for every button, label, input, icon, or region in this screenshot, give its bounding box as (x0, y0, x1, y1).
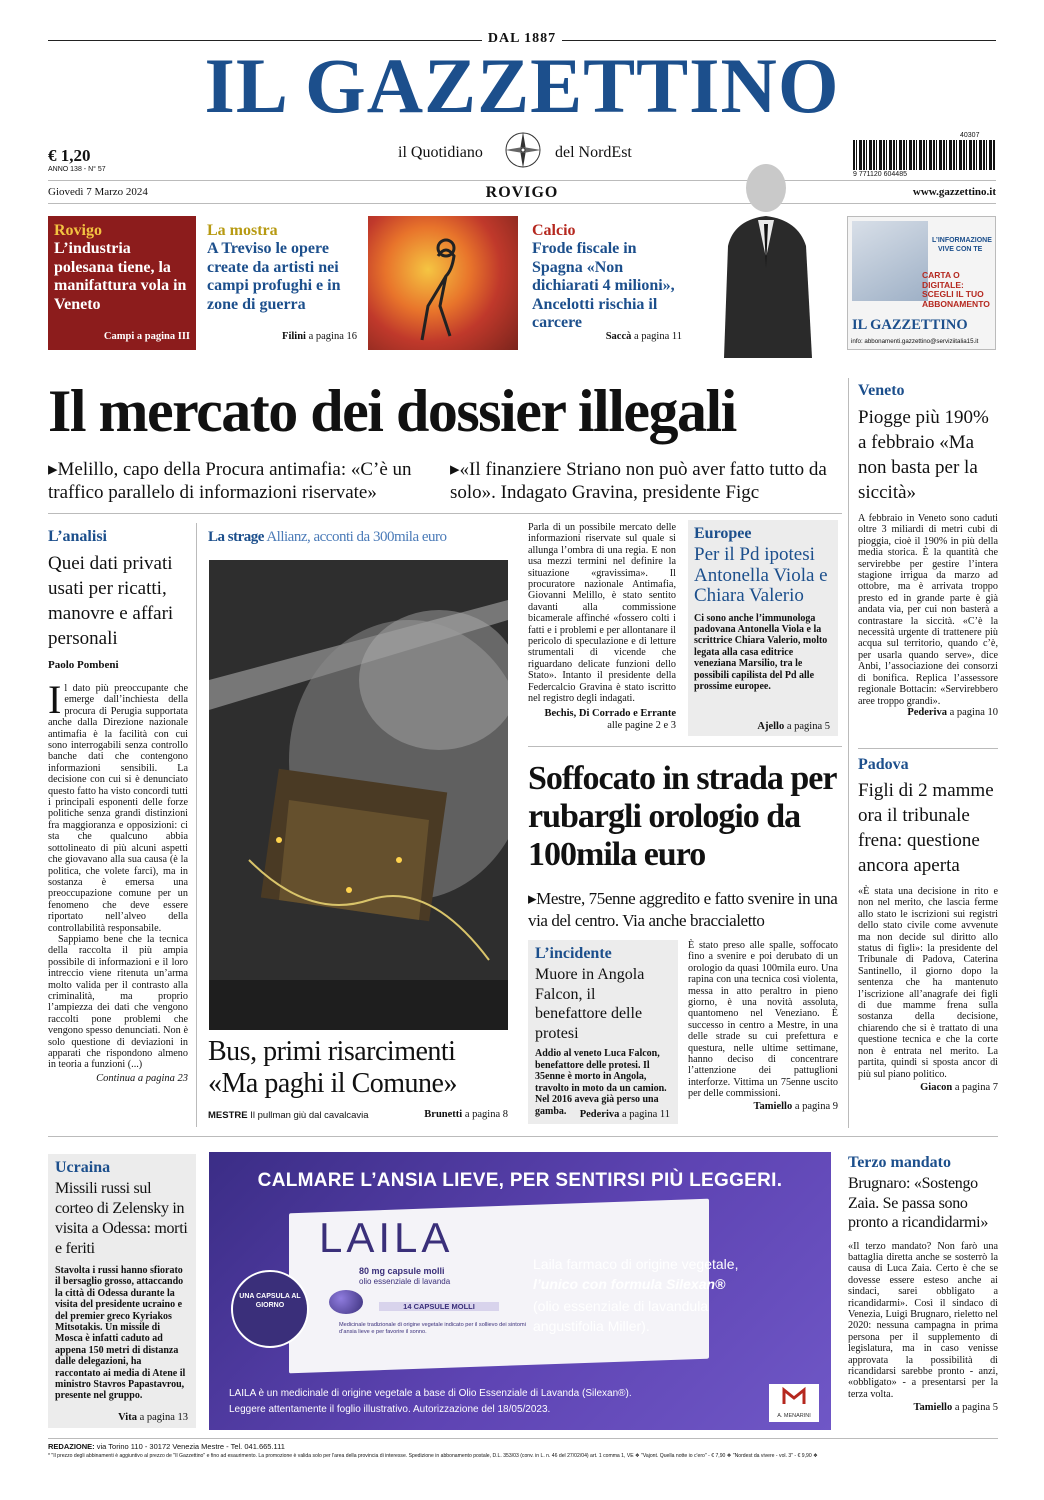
ad-brand: LAILA (319, 1214, 454, 1261)
incidente-title: Muore in Angola Falcon, il benefattore delle protesi (535, 966, 645, 1042)
ucraina-credit-page: a pagina 13 (139, 1412, 188, 1423)
barcode-number-bottom: 9 771120 604485 (853, 171, 907, 178)
bus-fire-photo (209, 560, 508, 1030)
incidente-credit-page: a pagina 11 (621, 1109, 670, 1120)
ad-badge (231, 1270, 309, 1348)
ad-maker-logo (769, 1384, 819, 1422)
incidente-credit-name: Pederiva (579, 1109, 620, 1120)
padova-credit-page: a pagina 7 (954, 1081, 998, 1093)
analysis-title: Quei dati privati usati per ricatti, manovre e affari personali (48, 553, 174, 649)
soffocato-credit-name: Tamiello (753, 1100, 793, 1112)
ancelotti-photo (700, 158, 836, 362)
ucraina-box[interactable] (48, 1154, 196, 1428)
strage-caption: Il pullman giù dal cavalcavia (250, 1110, 369, 1121)
europee-kicker: Europee (694, 525, 752, 542)
lead-subhead-2: ▸«Il finanziere Striano non può aver fatto tutto da solo». Indagato Gravina, presidente Figc (450, 459, 827, 503)
soffocato-subhead: ▸Mestre, 75enne aggredito e fatto svenire in una via del centro. Via anche braccialetto (528, 889, 838, 930)
ad-text-1: Laila farmaco di origine vegetale, (533, 1256, 739, 1272)
teaser-kicker: La mostra (207, 222, 278, 239)
ad-maker: A. MENARINI (777, 1413, 811, 1419)
footer-label: REDAZIONE: (48, 1442, 95, 1451)
strage-caption-place: MESTRE (208, 1110, 248, 1121)
europee-credit-name: Ajello (757, 721, 785, 732)
teaser-kicker: Rovigo (54, 222, 102, 239)
promo-brand: IL GAZZETTINO (852, 317, 968, 333)
tagline-left: il Quotidiano (398, 144, 483, 161)
soffocato-credit-page: a pagina 9 (794, 1100, 838, 1112)
teaser-credit: Campi a pagina III (103, 331, 190, 342)
footer-fine-print: * "Il prezzo degli abbinamenti è aggiuntivo al prezzo de "Il Gazzettino" e fino ad esaurimento. La promozione è valida solo per l'area della provincia di interesse. Spedizione in abbonamento postale, D.L. 353/03 (conv. in L. n. 46 del 27/02/04) art. 1 comma 1, VE ❖ "Vajont. Quella notte io c'ero" - € 7,90 ❖ "Nordest da vivere - vol. 3" - € 9,90 ❖ (48, 1453, 818, 1459)
strage-credit-name: Brunetti (424, 1109, 463, 1120)
since-label: DAL 1887 (487, 31, 557, 46)
analysis-body-1: l dato più preoccupante che emerge dall’inchiesta della procura di Perugia supportata anche dalla Direzione nazionale antimafia è la facilità con cui sono interrogabili senza controllo banche dati che contengono informazioni sensibili. La decisione con cui si è denunciato questo fatto ha visto concordi tutti i principali esponenti delle forze politiche senza grandi distinzioni fra maggioranza e opposizioni: ci sta che qualcuno abbia sottolineato di più alcuni aspetti che giovavano alla sua causa (è la politica, che volete farci), ma in sostanza è emersa una preoccupazione comune per un fenomeno che deve essere riportato nell’alveo della controllabilità responsabile. (48, 683, 188, 934)
teaser-credit-page: a pagina 11 (633, 331, 682, 342)
compass-rose-icon (503, 130, 543, 170)
ad-oil: olio essenziale di lavanda (359, 1277, 451, 1286)
promo-offer: CARTA O DIGITALE: SCEGLI IL TUO ABBONAMENTO (922, 270, 990, 309)
strage-kicker: La strage (208, 529, 264, 545)
veneto-column (858, 382, 998, 718)
issue-date: Giovedì 7 Marzo 2024 (48, 186, 148, 198)
analysis-kicker: L’analisi (48, 528, 107, 545)
ad-headline: CALMARE L’ANSIA LIEVE, PER SENTIRSI PIÙ LEGGERI. (257, 1170, 783, 1191)
website[interactable]: www.gazzettino.it (912, 186, 996, 198)
europee-title: Per il Pd ipotesi Antonella Viola e Chiara Valerio (694, 544, 828, 606)
terzo-mandato-column (848, 1154, 998, 1413)
barcode (853, 140, 996, 170)
ad-badge-text: UNA CAPSULA AL GIORNO (239, 1293, 301, 1309)
analysis-body-2: Sappiamo bene che la tecnica della raccolta il più ampia possibile di informazioni e il loro intreccio viene ritenuta un’arma molto valida per il contrasto alla criminalità, ma proprio l’ampiezza dei dati che vengono raccolti pone problemi che vengono spesso denunciati. Non è solo questione di deviazioni in apparati che rispondono almeno in teoria a funzioni (...) (48, 933, 188, 1071)
teaser-title: Frode fiscale in Spagna «Non dichiarati 4 milioni», Ancelotti rischia il carcere (532, 240, 675, 331)
ad-pack-note: Medicinale tradizionale di origine vegetale indicato per il sollievo dei sintomi d’ansia lieve e per favorire il sonno. (339, 1322, 526, 1335)
subscription-promo[interactable] (847, 216, 996, 350)
analysis-author: Paolo Pombeni (48, 659, 119, 671)
teaser-title: L’industria polesana tiene, la manifattura vola in Veneto (54, 240, 187, 313)
lead-body: Parla di un possibile mercato delle informazioni riservate sul quale si allunga l’ombra di una regia. E non usa mezzi termini nel definire la situazione «gravissima». Il procuratore nazionale Antimafia, Giovanni Melillo, è stato sentito davanti alla commissione bicamerale affinché «fossero colti i fatti e i problemi e per allontanare il pericolo di speculazione e di letture strumentali di vicende che riguardano delicate funzioni dello Stato». Intanto il presidente della Federcalcio Gravina è stato iscritto nel registro degli indagati. (528, 522, 676, 705)
lead-credit-page: alle pagine 2 e 3 (607, 719, 676, 731)
strage-credit-page: a pagina 8 (464, 1109, 508, 1120)
ad-disclaimer-2: Leggere attentamente il foglio illustrativo. Autorizzazione del 18/05/2023. (229, 1404, 551, 1415)
veneto-credit-name: Pederiva (907, 706, 947, 718)
europee-credit-page: a pagina 5 (786, 721, 830, 732)
ad-disclaimer-1: LAILA è un medicinale di origine vegetale a base di Olio Essenziale di Lavanda (Silexan®). (229, 1388, 632, 1399)
soffocato-body: È stato preso alle spalle, soffocato fino a svenire e poi derubato di un orologio da quasi 100mila euro. Una rapina con una tecnica così violenta, messa in atto peraltro in pieno giorno, è una novità assoluta, quantomeno nel Veneziano. È successo in centro a Mestre, in una delle strade su cui prefettura e questura, nelle ultime settimane, hanno deciso di concentrare l’attenzione dei pattuglioni interforze. Vittima un 75enne uscito per delle commissioni. (688, 940, 838, 1100)
terzo-credit-page: a pagina 5 (954, 1402, 998, 1414)
padova-title: Figli di 2 mamme ora il tribunale frena: questione ancora aperta (858, 780, 994, 876)
analysis-column (48, 528, 188, 1084)
teaser-title: A Treviso le opere create da artisti nei campi profughi e in zone di guerra (207, 240, 341, 313)
terzo-credit-name: Tamiello (913, 1402, 953, 1414)
lead-subhead-1: ▸Melillo, capo della Procura antimafia: «C’è un traffico parallelo di informazioni riservate» (48, 459, 412, 503)
ucraina-credit-name: Vita (118, 1412, 137, 1423)
lead-headline: Il mercato dei dossier illegali (48, 378, 736, 444)
ad-text-3: (olio essenziale di lavandula angustifolia Miller). (533, 1298, 709, 1334)
terzo-body: «Il terzo mandato? Non farò una battaglia diretta anche se sosterrò la causa di Luca Zaia. Certo è che se dovesse essere esteso anche ai sindaci, sarei obbligato a ricandidarmi». Così il sindaco di Venezia, Luigi Brugnaro, rieletto nel 2020: nessuna campagna in prima persona per il supplemento di legislatura, ma in caso venisse approvata la possibilità di ricandidarsi sarebbe pronto - anzi, «obbligato» - a presentarsi per la terza volta. (848, 1240, 998, 1400)
veneto-kicker: Veneto (858, 382, 905, 399)
ad-pack-count: 14 CAPSULE MOLLI (379, 1302, 499, 1311)
issue-number: ANNO 138 - N° 57 (48, 166, 106, 173)
ucraina-title: Missili russi sul corteo di Zelensky in visita a Odessa: morti e feriti (55, 1180, 188, 1257)
teaser-rovigo[interactable] (48, 216, 196, 350)
artwork-photo (368, 216, 518, 350)
europee-body: Ci sono anche l’immunologa padovana Antonella Viola e la scrittrice Chiara Valerio, molto legata alla casa editrice veneziana Marsilio, tra le possibili capilista del Pd alle prossime europee. (694, 612, 828, 692)
teaser-credit-name: Saccà (605, 331, 632, 342)
incidente-body: Addio al veneto Luca Falcon, benefattore delle protesi. Il 35enne è morto in Angola, travolto in moto da un camion. Nel 2016 aveva già perso una gamba. (535, 1048, 667, 1117)
edition-name: ROVIGO (485, 184, 559, 201)
incidente-box[interactable] (528, 940, 678, 1124)
strage-sub: Allianz, acconti da 300mila euro (266, 529, 447, 545)
strage-headline: Bus, primi risarcimenti «Ma paghi il Comune» (208, 1036, 457, 1099)
ad-dose: 80 mg capsule molli (359, 1266, 445, 1276)
ucraina-body: Stavolta i russi hanno sfiorato il bersaglio grosso, attaccando la città di Odessa durante la visita del presidente ucraino e del premier greco Kyriakos Mitsotakis. Un missile di Mosca è infatti caduto ad appena 150 metri di distanza dalle delegazioni, ha raccontato ai media di Atene il ministro Stavros Papastavrou, presente nel gruppo. (55, 1265, 186, 1402)
teaser-credit-name: Filini (282, 331, 306, 342)
europee-box[interactable] (688, 520, 838, 736)
ad-text-2: l’unico con formula Silexan® (533, 1276, 726, 1292)
promo-line1: L’INFORMAZIONE (932, 237, 992, 244)
tagline-right: del NordEst (555, 144, 632, 161)
soffocato-headline: Soffocato in strada per rubargli orologio da 100mila euro (528, 760, 836, 873)
analysis-dropcap: I (48, 677, 62, 722)
teaser-calcio[interactable] (526, 216, 696, 350)
barcode-number-top: 40307 (960, 132, 980, 139)
ucraina-kicker: Ucraina (55, 1159, 111, 1176)
teaser-kicker: Calcio (532, 222, 576, 239)
lead-credit-names: Bechis, Di Corrado e Errante (544, 707, 676, 719)
promo-email[interactable]: info: abbonamenti.gazzettino@serviziitalia15.it (851, 338, 979, 345)
padova-column (858, 756, 998, 1093)
veneto-credit-page: a pagina 10 (949, 706, 998, 718)
price: € 1,20 (48, 146, 91, 165)
teaser-mostra[interactable] (203, 216, 361, 350)
veneto-title: Piogge più 190% a febbraio «Ma non basta per la siccità» (858, 407, 989, 503)
terzo-kicker: Terzo mandato (848, 1154, 951, 1171)
ad-capsule (329, 1290, 363, 1314)
menarini-logo-icon (769, 1384, 819, 1408)
promo-line2: VIVE CON TE (938, 246, 983, 253)
veneto-body: A febbraio in Veneto sono caduti oltre 3 miliardi di metri cubi di pioggia, cioè il 190% in più della media storica. È la quantità che servirebbe per gestire l’intera stagione irrigua da marzo ad ottobre, ma è arrivata troppo presto ed in grande parte è già andata via, per cui non basterà a contrastare la siccità. «C’è la necessità urgente di trattenere più acqua sul territorio, quando c’è, per usarla quando serve», dice Anbi, l’associazione dei consorzi di bonifica. Replica l’assessore regionale Bottacin: «Servirebbero aree troppo grandi». (858, 513, 998, 707)
laila-advertisement[interactable] (209, 1152, 831, 1430)
padova-body: «È stata una decisione in rito e non nel merito, che lascia ferme allo stato le iscrizioni sui registri dello stato civile come avvenute ma non decide sul diritto allo status di figli»: la presidente del Tribunale di Padova, Caterina Santinello, il giorno dopo la sentenza che ha mantenuto l’iscrizione all’anagrafe dei figli di due mamme frena sulla sostanza della decisione, chiarendo che si è trattato di una questione tecnica e che la corte non è entrata nel merito. La partita, quindi si sposta ancor di più sul piano politico. (858, 886, 998, 1080)
terzo-title: Brugnaro: «Sostengo Zaia. Se passa sono pronto a ricandidarmi» (848, 1175, 989, 1231)
padova-credit-name: Giacon (920, 1081, 953, 1093)
analysis-continue[interactable]: Continua a pagina 23 (96, 1072, 188, 1084)
masthead-title: IL GAZZETTINO (204, 42, 840, 129)
footer-address: via Torino 110 - 30172 Venezia Mestre - Tel. 041.665.111 (96, 1442, 285, 1451)
padova-kicker: Padova (858, 756, 909, 773)
incidente-kicker: L’incidente (535, 945, 612, 962)
teaser-credit-page: a pagina 16 (308, 331, 357, 342)
